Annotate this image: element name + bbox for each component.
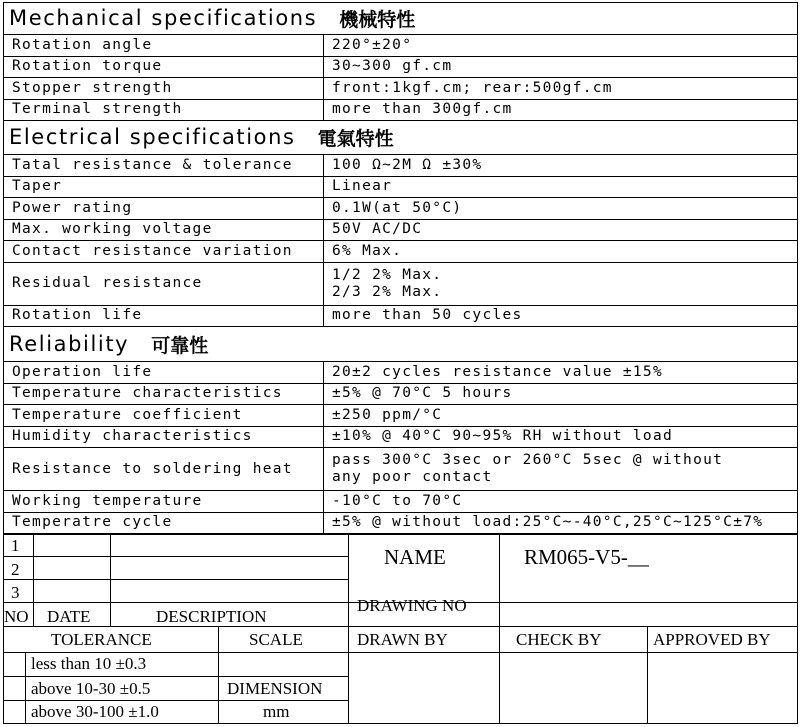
- tolerance-row-1: less than 10 ±0.3: [31, 654, 147, 673]
- name-value: RM065-V5-__: [524, 545, 649, 569]
- spec-label: Temperature coefficient: [4, 405, 324, 427]
- scale-label: SCALE: [249, 630, 303, 649]
- spec-value: Linear: [324, 176, 798, 198]
- mechanical-title-zh: 機械特性: [339, 8, 416, 31]
- tolerance-label: TOLERANCE: [51, 630, 152, 649]
- drawing-no-label: DRAWING NO: [357, 596, 467, 615]
- dimension-label: DIMENSION: [227, 679, 323, 698]
- spec-label: Working temperature: [4, 491, 324, 513]
- spec-value: ±10% @ 40°C 90~95% RH without load: [324, 426, 798, 448]
- spec-label: Stopper strength: [4, 78, 324, 100]
- table-row: [4, 262, 798, 305]
- mechanical-table: [3, 34, 798, 121]
- table-row: [4, 405, 798, 427]
- table-row: [4, 448, 798, 491]
- spec-value: ±5% @ 70°C 5 hours: [324, 383, 798, 405]
- table-row: [4, 512, 798, 534]
- reliability-table: [3, 361, 798, 534]
- table-row: [4, 99, 798, 121]
- reliability-title-en: Reliability: [9, 332, 130, 356]
- spec-label: Operation life: [4, 362, 324, 384]
- spec-value: 6% Max.: [324, 241, 798, 263]
- table-row: [4, 362, 798, 384]
- spec-label: Resistance to soldering heat: [4, 448, 324, 491]
- rev-number-3: 3: [11, 583, 20, 602]
- spec-label: Taper: [4, 176, 324, 198]
- spec-label: Rotation life: [4, 305, 324, 327]
- unit-label: mm: [263, 702, 290, 721]
- table-row: [4, 241, 798, 263]
- table-row: [4, 56, 798, 78]
- soldering-line-1: pass 300°C 3sec or 260°C 5sec @ without: [332, 452, 724, 468]
- spec-label: Terminal strength: [4, 99, 324, 121]
- electrical-title-en: Electrical specifications: [9, 125, 296, 149]
- spec-value: ±5% @ without load:25°C~-40°C,25°C~125°C±7%: [324, 512, 798, 534]
- spec-value: [324, 448, 798, 491]
- spec-label: Temperatre cycle: [4, 512, 324, 534]
- spec-label: Temperature characteristics: [4, 383, 324, 405]
- electrical-heading: [3, 121, 798, 153]
- table-row: [4, 198, 798, 220]
- spec-value: 20±2 cycles resistance value ±15%: [324, 362, 798, 384]
- tolerance-row-3: above 30-100 ±1.0: [31, 702, 159, 721]
- spec-value: 50V AC/DC: [324, 219, 798, 241]
- reliability-title-zh: 可靠性: [151, 334, 209, 357]
- spec-label: Rotation angle: [4, 35, 324, 57]
- table-row: [4, 305, 798, 327]
- drawn-by-label: DRAWN BY: [357, 630, 448, 649]
- spec-label: Power rating: [4, 198, 324, 220]
- approved-by-label: APPROVED BY: [653, 630, 771, 649]
- residual-line-1: 1/2 2% Max.: [332, 266, 443, 283]
- mechanical-title-en: Mechanical specifications: [9, 6, 318, 30]
- spec-label: Max. working voltage: [4, 219, 324, 241]
- spec-value: 0.1W(at 50°C): [324, 198, 798, 220]
- rev-number-1: 1: [11, 536, 20, 555]
- check-by-label: CHECK BY: [516, 630, 602, 649]
- spec-value: more than 300gf.cm: [324, 99, 798, 121]
- spec-label: Rotation torque: [4, 56, 324, 78]
- table-row: [4, 176, 798, 198]
- table-row: [4, 155, 798, 177]
- spec-value: 30~300 gf.cm: [324, 56, 798, 78]
- spec-value: 220°±20°: [324, 35, 798, 57]
- soldering-line-2: any poor contact: [332, 469, 493, 485]
- table-row: [4, 491, 798, 513]
- spec-value: -10°C to 70°C: [324, 491, 798, 513]
- name-label: NAME: [384, 545, 446, 569]
- spec-label: Residual resistance: [4, 262, 324, 305]
- spec-value: 100 Ω~2M Ω ±30%: [324, 155, 798, 177]
- table-row: [4, 383, 798, 405]
- mechanical-heading: [3, 2, 798, 34]
- spec-label: Contact resistance variation: [4, 241, 324, 263]
- table-row: [4, 35, 798, 57]
- spec-value: [324, 262, 798, 305]
- description-label: DESCRIPTION: [156, 607, 267, 626]
- electrical-table: [3, 154, 798, 327]
- rev-number-2: 2: [11, 560, 20, 579]
- spec-sheet: [3, 2, 798, 724]
- date-label: DATE: [47, 607, 91, 626]
- no-label: NO: [4, 607, 29, 626]
- spec-value: more than 50 cycles: [324, 305, 798, 327]
- residual-line-2: 2/3 2% Max.: [332, 283, 443, 300]
- table-row: [4, 78, 798, 100]
- tolerance-row-2: above 10-30 ±0.5: [31, 679, 151, 698]
- spec-label: Humidity characteristics: [4, 426, 324, 448]
- electrical-title-zh: 電氣特性: [317, 127, 394, 150]
- reliability-heading: [3, 328, 798, 360]
- table-row: [4, 426, 798, 448]
- spec-value: ±250 ppm/°C: [324, 405, 798, 427]
- title-block: [3, 534, 798, 724]
- table-row: [4, 219, 798, 241]
- spec-label: Tatal resistance & tolerance: [4, 155, 324, 177]
- spec-value: front:1kgf.cm; rear:500gf.cm: [324, 78, 798, 100]
